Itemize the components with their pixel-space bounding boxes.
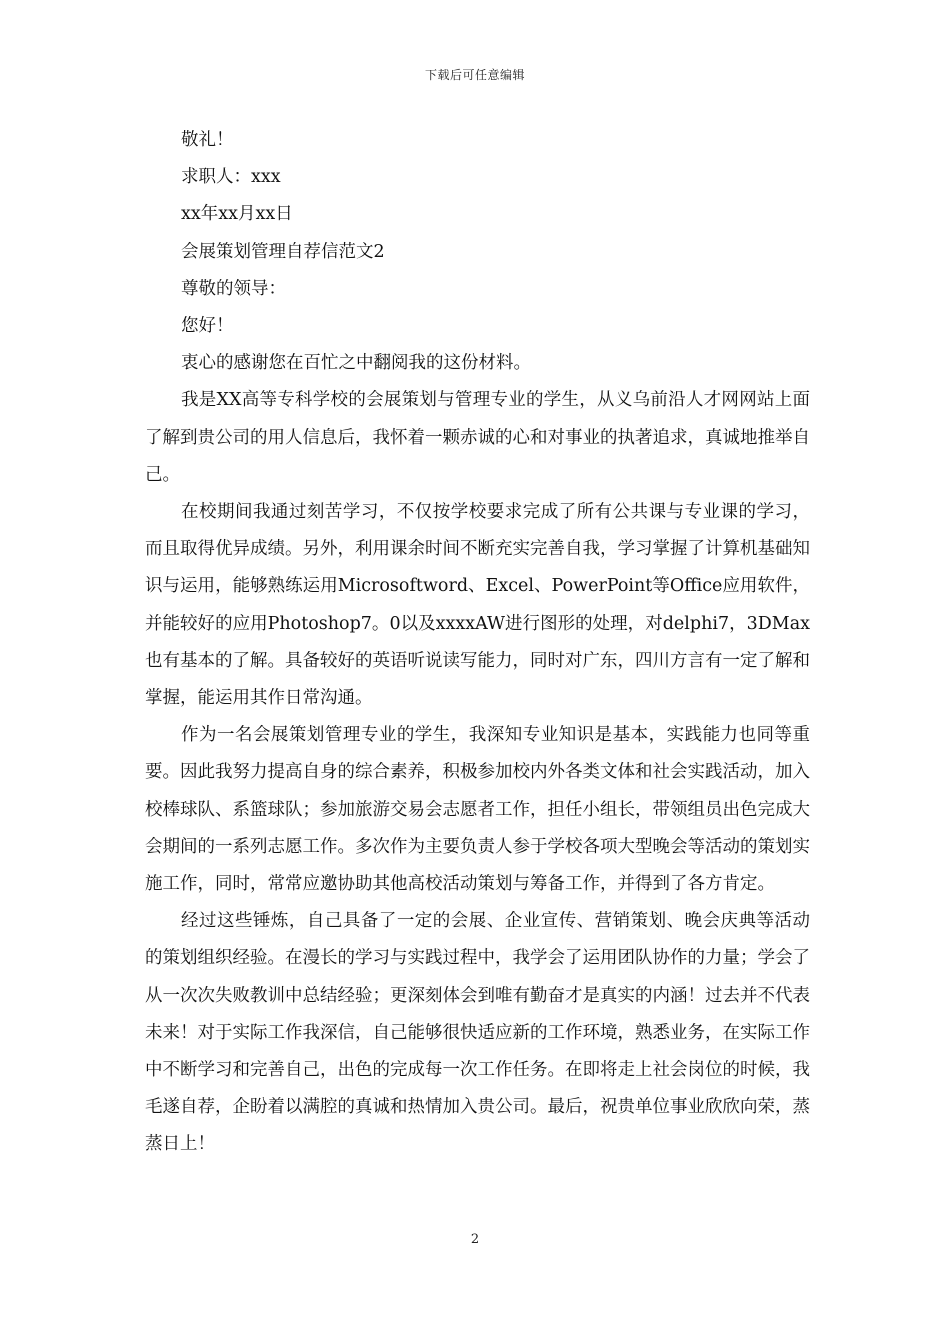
paragraph-practice: 作为一名会展策划管理专业的学生，我深知专业知识是基本，实践能力也同等重要。因此我努力提高自身的综合素养，积极参加校内外各类文体和社会实践活动，加入校棒球队、系篮球队；参加旅游交易会志愿者工作，担任小组长，带领组员出色完成大会期间的一系列志愿工作。多次作为主要负责人参于学校各项大型晚会等活动的策划实施工作，同时，常常应邀协助其他高校活动策划与筹备工作，并得到了各方肯定。 <box>145 725 810 894</box>
page-number: 2 <box>470 1232 480 1247</box>
letter-body <box>145 122 810 1164</box>
letter-date: xx年xx月xx日 <box>181 204 293 225</box>
paragraph-study: 在校期间我通过刻苦学习，不仅按学校要求完成了所有公共课与专业课的学习，而且取得优异成绩。另外，利用课余时间不断充实完善自我，学习掌握了计算机基础知识与运用，能够熟练运用Microsoftword、Excel、PowerPoint等Office应用软件，并能较好的应用Photoshop7。0以及xxxxAW进行图形的处理，对delphi7，3DMax也有基本的了解。具备较好的英语听说读写能力，同时对广东，四川方言有一定了解和掌握，能运用其作日常沟通。 <box>145 501 810 708</box>
applicant-signature: 求职人：xxx <box>181 167 281 188</box>
paragraph-intro: 我是XX高等专科学校的会展策划与管理专业的学生，从义乌前沿人才网网站上面了解到贵公司的用人信息后，我怀着一颗赤诚的心和对事业的执著追求，真诚地推举自己。 <box>145 390 810 485</box>
thanks-line: 衷心的感谢您在百忙之中翻阅我的这份材料。 <box>181 353 531 374</box>
paragraph-experience: 经过这些锤炼，自己具备了一定的会展、企业宣传、营销策划、晚会庆典等活动的策划组织经验。在漫长的学习与实践过程中，我学会了运用团队协作的力量；学会了从一次次失败教训中总结经验；更深刻体会到唯有勤奋才是真实的内涵！过去并不代表未来！对于实际工作我深信，自己能够很快适应新的工作环境，熟悉业务，在实际工作中不断学习和完善自己，出色的完成每一次工作任务。在即将走上社会岗位的时候，我毛遂自荐，企盼着以满腔的真诚和热情加入贵公司。最后，祝贵单位事业欣欣向荣，蒸蒸日上！ <box>145 911 810 1155</box>
greeting: 您好！ <box>181 315 234 336</box>
closing-salute: 敬礼！ <box>181 130 234 150</box>
addressee: 尊敬的领导： <box>181 278 286 299</box>
letter-title: 会展策划管理自荐信范文2 <box>181 241 385 262</box>
header-note: 下载后可任意编辑 <box>424 68 525 82</box>
